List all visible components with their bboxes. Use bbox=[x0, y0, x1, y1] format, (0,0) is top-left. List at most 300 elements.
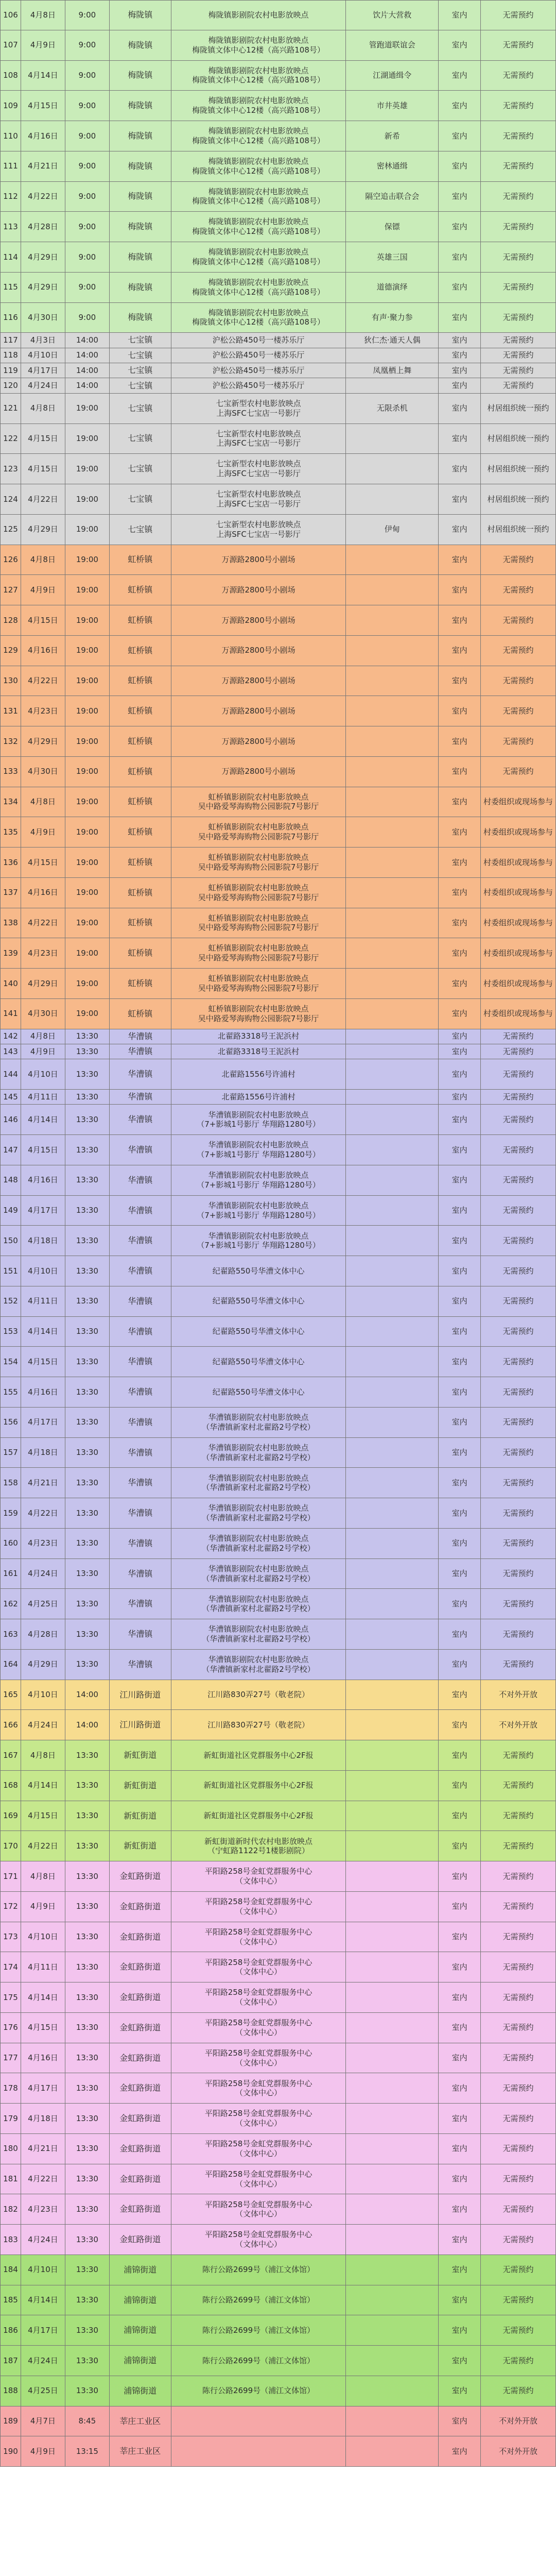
row-booking: 无需预约 bbox=[481, 636, 556, 666]
row-booking: 无需预约 bbox=[481, 2315, 556, 2345]
row-film-title bbox=[346, 2285, 439, 2315]
row-booking: 无需预约 bbox=[481, 1196, 556, 1226]
row-area: 华漕镇 bbox=[110, 1377, 171, 1407]
row-number: 156 bbox=[1, 1408, 21, 1437]
row-booking: 无需预约 bbox=[481, 1559, 556, 1589]
row-area: 七宝镇 bbox=[110, 333, 171, 347]
row-film-title bbox=[346, 545, 439, 575]
row-venue-type: 室内 bbox=[439, 91, 481, 121]
row-film-title bbox=[346, 1347, 439, 1377]
table-row bbox=[0, 908, 556, 939]
row-number: 188 bbox=[1, 2376, 21, 2406]
row-time: 9:00 bbox=[65, 121, 110, 151]
row-film-title bbox=[346, 2406, 439, 2436]
row-film-title bbox=[346, 1059, 439, 1089]
row-time: 13:30 bbox=[65, 1256, 110, 1286]
row-venue: 平阳路258号金虹党群服务中心 （文体中心） bbox=[171, 2134, 346, 2164]
row-film-title bbox=[346, 2073, 439, 2103]
row-film-title bbox=[346, 484, 439, 514]
table-row bbox=[0, 1059, 556, 1090]
row-area: 江川路街道 bbox=[110, 1680, 171, 1710]
row-booking: 无需预约 bbox=[481, 1044, 556, 1059]
row-venue: 梅陇镇影剧院农村电影放映点 梅陇镇文体中心12楼（高兴路108号） bbox=[171, 273, 346, 302]
row-area: 江川路街道 bbox=[110, 1710, 171, 1740]
row-time: 13:30 bbox=[65, 2073, 110, 2103]
row-area: 虹桥镇 bbox=[110, 575, 171, 605]
row-area: 华漕镇 bbox=[110, 1059, 171, 1089]
row-number: 186 bbox=[1, 2315, 21, 2345]
row-venue-type: 室内 bbox=[439, 2315, 481, 2345]
row-date: 4月29日 bbox=[21, 242, 65, 272]
table-row bbox=[0, 30, 556, 61]
row-booking: 无需预约 bbox=[481, 1105, 556, 1134]
row-area: 华漕镇 bbox=[110, 1226, 171, 1256]
row-booking: 无需预约 bbox=[481, 1347, 556, 1377]
table-row bbox=[0, 1831, 556, 1861]
row-film-title: 新希 bbox=[346, 121, 439, 151]
row-venue: 华漕镇影剧院农村电影放映点 （7+影城1号影厅 华翔路1280号） bbox=[171, 1105, 346, 1134]
row-time: 13:30 bbox=[65, 1650, 110, 1680]
row-area: 华漕镇 bbox=[110, 1256, 171, 1286]
row-number: 160 bbox=[1, 1529, 21, 1558]
table-row bbox=[0, 696, 556, 726]
row-venue-type: 室内 bbox=[439, 2043, 481, 2073]
row-venue-type: 室内 bbox=[439, 1922, 481, 1952]
row-date: 4月18日 bbox=[21, 1226, 65, 1256]
row-area: 华漕镇 bbox=[110, 1408, 171, 1437]
row-venue: 华漕镇影剧院农村电影放映点 （华漕镇新家村北翟路2号学校） bbox=[171, 1619, 346, 1649]
row-booking: 无需预约 bbox=[481, 121, 556, 151]
row-film-title bbox=[346, 348, 439, 363]
row-booking: 无需预约 bbox=[481, 91, 556, 121]
row-number: 146 bbox=[1, 1105, 21, 1134]
row-number: 177 bbox=[1, 2043, 21, 2073]
row-number: 129 bbox=[1, 636, 21, 666]
row-venue: 万源路2800号小剧场 bbox=[171, 545, 346, 575]
row-venue: 华漕镇影剧院农村电影放映点 （7+影城1号影厅 华翔路1280号） bbox=[171, 1226, 346, 1256]
row-film-title bbox=[346, 1529, 439, 1558]
row-venue-type: 室内 bbox=[439, 1408, 481, 1437]
row-time: 14:00 bbox=[65, 348, 110, 363]
row-venue: 华漕镇影剧院农村电影放映点 （华漕镇新家村北翟路2号学校） bbox=[171, 1589, 346, 1619]
row-date: 4月8日 bbox=[21, 545, 65, 575]
row-date: 4月23日 bbox=[21, 2194, 65, 2224]
row-number: 150 bbox=[1, 1226, 21, 1256]
row-date: 4月30日 bbox=[21, 303, 65, 333]
row-booking: 无需预约 bbox=[481, 1317, 556, 1347]
row-number: 134 bbox=[1, 787, 21, 817]
row-area: 华漕镇 bbox=[110, 1165, 171, 1195]
table-row bbox=[0, 1771, 556, 1801]
row-booking: 无需预约 bbox=[481, 182, 556, 212]
table-row bbox=[0, 1982, 556, 2013]
row-venue-type: 室内 bbox=[439, 1135, 481, 1165]
row-film-title: 凤凰栖上舞 bbox=[346, 363, 439, 378]
row-number: 185 bbox=[1, 2285, 21, 2315]
row-date: 4月23日 bbox=[21, 1529, 65, 1558]
row-venue-type: 室内 bbox=[439, 273, 481, 302]
row-film-title: 密林通缉 bbox=[346, 151, 439, 181]
row-venue: 万源路2800号小剧场 bbox=[171, 636, 346, 666]
table-row bbox=[0, 1619, 556, 1650]
row-date: 4月16日 bbox=[21, 1165, 65, 1195]
table-row bbox=[0, 878, 556, 908]
row-film-title bbox=[346, 1286, 439, 1316]
row-venue bbox=[171, 2436, 346, 2466]
row-date: 4月15日 bbox=[21, 848, 65, 877]
row-time: 13:30 bbox=[65, 1105, 110, 1134]
row-number: 116 bbox=[1, 303, 21, 333]
row-venue: 陈行公路2699号（浦江文体馆） bbox=[171, 2285, 346, 2315]
row-number: 132 bbox=[1, 726, 21, 756]
row-venue: 陈行公路2699号（浦江文体馆） bbox=[171, 2255, 346, 2285]
table-row bbox=[0, 1559, 556, 1589]
row-area: 金虹路街道 bbox=[110, 1861, 171, 1891]
table-row bbox=[0, 1408, 556, 1438]
row-time: 13:30 bbox=[65, 1892, 110, 1922]
row-venue-type: 室内 bbox=[439, 1286, 481, 1316]
row-venue: 平阳路258号金虹党群服务中心 （文体中心） bbox=[171, 2073, 346, 2103]
row-number: 144 bbox=[1, 1059, 21, 1089]
row-film-title bbox=[346, 1498, 439, 1528]
row-booking: 村居组织统一预约 bbox=[481, 484, 556, 514]
row-time: 19:00 bbox=[65, 394, 110, 423]
row-booking: 无需预约 bbox=[481, 1619, 556, 1649]
row-time: 13:30 bbox=[65, 2134, 110, 2164]
row-number: 114 bbox=[1, 242, 21, 272]
row-film-title bbox=[346, 1650, 439, 1680]
row-number: 182 bbox=[1, 2194, 21, 2224]
row-area: 梅陇镇 bbox=[110, 273, 171, 302]
row-venue: 平阳路258号金虹党群服务中心 （文体中心） bbox=[171, 2043, 346, 2073]
table-row bbox=[0, 151, 556, 182]
row-film-title bbox=[346, 2225, 439, 2255]
row-time: 19:00 bbox=[65, 454, 110, 484]
table-row bbox=[0, 969, 556, 999]
row-area: 金虹路街道 bbox=[110, 1952, 171, 1982]
row-area: 华漕镇 bbox=[110, 1468, 171, 1498]
row-area: 浦锦街道 bbox=[110, 2255, 171, 2285]
row-film-title bbox=[346, 2436, 439, 2466]
table-row bbox=[0, 61, 556, 91]
table-row bbox=[0, 1044, 556, 1059]
row-venue: 陈行公路2699号（浦江文体馆） bbox=[171, 2346, 346, 2376]
row-number: 159 bbox=[1, 1498, 21, 1528]
table-row bbox=[0, 757, 556, 787]
row-booking: 无需预约 bbox=[481, 2073, 556, 2103]
row-venue: 虹桥镇影剧院农村电影放映点 吴中路爱琴海购物公园影院7号影厅 bbox=[171, 848, 346, 877]
row-time: 13:30 bbox=[65, 1408, 110, 1437]
row-number: 145 bbox=[1, 1090, 21, 1104]
row-booking: 无需预约 bbox=[481, 242, 556, 272]
row-film-title bbox=[346, 1861, 439, 1891]
table-row bbox=[0, 1438, 556, 1468]
row-date: 4月22日 bbox=[21, 2164, 65, 2194]
row-booking: 无需预约 bbox=[481, 1740, 556, 1770]
row-number: 121 bbox=[1, 394, 21, 423]
row-time: 14:00 bbox=[65, 1710, 110, 1740]
row-number: 143 bbox=[1, 1044, 21, 1059]
row-venue-type: 室内 bbox=[439, 2255, 481, 2285]
row-number: 172 bbox=[1, 1892, 21, 1922]
table-row bbox=[0, 1892, 556, 1922]
row-time: 13:30 bbox=[65, 1135, 110, 1165]
row-date: 4月15日 bbox=[21, 1135, 65, 1165]
row-film-title bbox=[346, 878, 439, 908]
row-area: 金虹路街道 bbox=[110, 1892, 171, 1922]
table-row bbox=[0, 605, 556, 636]
table-row bbox=[0, 303, 556, 333]
table-row bbox=[0, 2104, 556, 2134]
table-row bbox=[0, 2013, 556, 2043]
row-date: 4月15日 bbox=[21, 1347, 65, 1377]
row-number: 163 bbox=[1, 1619, 21, 1649]
row-time: 14:00 bbox=[65, 333, 110, 347]
row-time: 13:30 bbox=[65, 1922, 110, 1952]
row-film-title bbox=[346, 1090, 439, 1104]
row-venue: 纪翟路550号华漕文体中心 bbox=[171, 1347, 346, 1377]
row-time: 19:00 bbox=[65, 848, 110, 877]
row-number: 148 bbox=[1, 1165, 21, 1195]
row-area: 梅陇镇 bbox=[110, 30, 171, 60]
table-row bbox=[0, 636, 556, 666]
row-venue-type: 室内 bbox=[439, 1650, 481, 1680]
row-film-title: 英雄三国 bbox=[346, 242, 439, 272]
row-venue: 万源路2800号小剧场 bbox=[171, 696, 346, 726]
row-time: 13:30 bbox=[65, 1165, 110, 1195]
row-number: 161 bbox=[1, 1559, 21, 1589]
row-time: 13:30 bbox=[65, 1029, 110, 1044]
row-number: 130 bbox=[1, 666, 21, 696]
row-area: 虹桥镇 bbox=[110, 666, 171, 696]
row-venue-type: 室内 bbox=[439, 1317, 481, 1347]
row-film-title bbox=[346, 696, 439, 726]
row-area: 新虹街道 bbox=[110, 1831, 171, 1861]
row-date: 4月24日 bbox=[21, 1559, 65, 1589]
row-number: 140 bbox=[1, 969, 21, 998]
row-venue: 沪松公路450号一楼苏乐厅 bbox=[171, 348, 346, 363]
table-row bbox=[0, 1922, 556, 1953]
row-time: 19:00 bbox=[65, 666, 110, 696]
row-number: 174 bbox=[1, 1952, 21, 1982]
row-date: 4月21日 bbox=[21, 2134, 65, 2164]
row-booking: 无需预约 bbox=[481, 1135, 556, 1165]
row-film-title bbox=[346, 1740, 439, 1770]
table-row bbox=[0, 938, 556, 969]
row-venue: 万源路2800号小剧场 bbox=[171, 726, 346, 756]
row-film-title bbox=[346, 1801, 439, 1831]
row-venue: 虹桥镇影剧院农村电影放映点 吴中路爱琴海购物公园影院7号影厅 bbox=[171, 999, 346, 1029]
row-film-title bbox=[346, 938, 439, 968]
row-booking: 无需预约 bbox=[481, 605, 556, 635]
row-film-title bbox=[346, 636, 439, 666]
row-area: 虹桥镇 bbox=[110, 969, 171, 998]
row-film-title bbox=[346, 1029, 439, 1044]
table-row bbox=[0, 848, 556, 878]
row-booking: 无需预约 bbox=[481, 30, 556, 60]
table-row bbox=[0, 363, 556, 378]
row-area: 浦锦街道 bbox=[110, 2315, 171, 2345]
row-venue-type: 室内 bbox=[439, 1029, 481, 1044]
row-venue-type: 室内 bbox=[439, 348, 481, 363]
row-film-title: 管跑道联谊会 bbox=[346, 30, 439, 60]
row-area: 金虹路街道 bbox=[110, 2104, 171, 2133]
row-booking: 无需预约 bbox=[481, 2225, 556, 2255]
row-venue: 梅陇镇影剧院农村电影放映点 梅陇镇文体中心12楼（高兴路108号） bbox=[171, 182, 346, 212]
row-venue-type: 室内 bbox=[439, 848, 481, 877]
row-film-title bbox=[346, 726, 439, 756]
row-area: 七宝镇 bbox=[110, 424, 171, 454]
row-date: 4月16日 bbox=[21, 1377, 65, 1407]
row-time: 19:00 bbox=[65, 999, 110, 1029]
row-venue: 虹桥镇影剧院农村电影放映点 吴中路爱琴海购物公园影院7号影厅 bbox=[171, 787, 346, 817]
row-venue bbox=[171, 2406, 346, 2436]
row-film-title: 无限杀机 bbox=[346, 394, 439, 423]
row-booking: 无需预约 bbox=[481, 303, 556, 333]
row-time: 9:00 bbox=[65, 182, 110, 212]
row-date: 4月17日 bbox=[21, 2073, 65, 2103]
row-time: 19:00 bbox=[65, 817, 110, 847]
row-venue-type: 室内 bbox=[439, 394, 481, 423]
row-date: 4月8日 bbox=[21, 1029, 65, 1044]
row-time: 9:00 bbox=[65, 91, 110, 121]
row-area: 华漕镇 bbox=[110, 1135, 171, 1165]
row-booking: 无需预约 bbox=[481, 1226, 556, 1256]
row-venue: 梅陇镇影剧院农村电影放映点 梅陇镇文体中心12楼（高兴路108号） bbox=[171, 212, 346, 242]
row-number: 133 bbox=[1, 757, 21, 787]
row-time: 19:00 bbox=[65, 696, 110, 726]
row-film-title bbox=[346, 908, 439, 938]
row-booking: 无需预约 bbox=[481, 1892, 556, 1922]
row-booking: 不对外开放 bbox=[481, 1680, 556, 1710]
row-date: 4月16日 bbox=[21, 636, 65, 666]
row-venue: 平阳路258号金虹党群服务中心 （文体中心） bbox=[171, 2194, 346, 2224]
row-booking: 无需预约 bbox=[481, 545, 556, 575]
table-row bbox=[0, 2073, 556, 2104]
row-time: 19:00 bbox=[65, 938, 110, 968]
row-venue-type: 室内 bbox=[439, 454, 481, 484]
row-venue: 万源路2800号小剧场 bbox=[171, 575, 346, 605]
row-time: 19:00 bbox=[65, 878, 110, 908]
row-number: 153 bbox=[1, 1317, 21, 1347]
table-row bbox=[0, 91, 556, 121]
row-film-title bbox=[346, 999, 439, 1029]
row-film-title: 道德演绎 bbox=[346, 273, 439, 302]
table-row bbox=[0, 2315, 556, 2346]
row-venue: 纪翟路550号华漕文体中心 bbox=[171, 1377, 346, 1407]
row-venue-type: 室内 bbox=[439, 1771, 481, 1801]
row-date: 4月15日 bbox=[21, 605, 65, 635]
row-time: 19:00 bbox=[65, 908, 110, 938]
row-venue-type: 室内 bbox=[439, 1801, 481, 1831]
row-booking: 村委组织或现场参与 bbox=[481, 969, 556, 998]
row-area: 浦锦街道 bbox=[110, 2376, 171, 2406]
row-venue: 新虹街道社区党群服务中心2F报 bbox=[171, 1801, 346, 1831]
row-date: 4月14日 bbox=[21, 1317, 65, 1347]
row-number: 187 bbox=[1, 2346, 21, 2376]
row-film-title bbox=[346, 1256, 439, 1286]
row-number: 189 bbox=[1, 2406, 21, 2436]
row-number: 123 bbox=[1, 454, 21, 484]
row-number: 178 bbox=[1, 2073, 21, 2103]
row-venue: 虹桥镇影剧院农村电影放映点 吴中路爱琴海购物公园影院7号影厅 bbox=[171, 969, 346, 998]
row-number: 117 bbox=[1, 333, 21, 347]
row-venue: 纪翟路550号华漕文体中心 bbox=[171, 1256, 346, 1286]
row-film-title bbox=[346, 378, 439, 393]
row-area: 新虹街道 bbox=[110, 1740, 171, 1770]
row-venue-type: 室内 bbox=[439, 2285, 481, 2315]
row-booking: 无需预约 bbox=[481, 348, 556, 363]
row-time: 13:30 bbox=[65, 2225, 110, 2255]
row-date: 4月14日 bbox=[21, 1982, 65, 2012]
row-area: 新虹街道 bbox=[110, 1801, 171, 1831]
row-venue: 江川路830弄27号（敬老院） bbox=[171, 1710, 346, 1740]
row-time: 13:30 bbox=[65, 1196, 110, 1226]
table-row bbox=[0, 817, 556, 848]
row-film-title bbox=[346, 1619, 439, 1649]
row-time: 9:00 bbox=[65, 30, 110, 60]
row-date: 4月8日 bbox=[21, 1740, 65, 1770]
row-date: 4月17日 bbox=[21, 1408, 65, 1437]
row-film-title bbox=[346, 1680, 439, 1710]
row-area: 梅陇镇 bbox=[110, 182, 171, 212]
row-time: 13:30 bbox=[65, 1226, 110, 1256]
row-venue: 新虹街道新时代农村电影放映点 （宁虹路1122号1楼影剧院） bbox=[171, 1831, 346, 1861]
row-area: 华漕镇 bbox=[110, 1589, 171, 1619]
table-row bbox=[0, 575, 556, 605]
row-number: 169 bbox=[1, 1801, 21, 1831]
row-time: 13:30 bbox=[65, 2285, 110, 2315]
table-row bbox=[0, 484, 556, 515]
row-area: 七宝镇 bbox=[110, 515, 171, 545]
row-film-title bbox=[346, 817, 439, 847]
row-time: 19:00 bbox=[65, 636, 110, 666]
row-time: 13:30 bbox=[65, 1044, 110, 1059]
row-date: 4月14日 bbox=[21, 2285, 65, 2315]
row-number: 152 bbox=[1, 1286, 21, 1316]
row-venue-type: 室内 bbox=[439, 1952, 481, 1982]
row-date: 4月9日 bbox=[21, 1892, 65, 1922]
row-number: 183 bbox=[1, 2225, 21, 2255]
row-area: 七宝镇 bbox=[110, 348, 171, 363]
row-venue-type: 室内 bbox=[439, 1861, 481, 1891]
row-booking: 村居组织统一预约 bbox=[481, 515, 556, 545]
row-venue-type: 室内 bbox=[439, 545, 481, 575]
row-time: 13:30 bbox=[65, 1589, 110, 1619]
row-time: 13:30 bbox=[65, 1059, 110, 1089]
row-time: 19:00 bbox=[65, 424, 110, 454]
table-row bbox=[0, 787, 556, 818]
row-film-title bbox=[346, 2315, 439, 2345]
table-row bbox=[0, 182, 556, 212]
row-number: 175 bbox=[1, 1982, 21, 2012]
row-film-title: 伊甸 bbox=[346, 515, 439, 545]
row-booking: 不对外开放 bbox=[481, 2436, 556, 2466]
row-area: 虹桥镇 bbox=[110, 787, 171, 817]
row-number: 149 bbox=[1, 1196, 21, 1226]
table-row bbox=[0, 545, 556, 575]
row-film-title: 江湖通缉令 bbox=[346, 61, 439, 91]
row-venue: 梅陇镇影剧院农村电影放映点 梅陇镇文体中心12楼（高兴路108号） bbox=[171, 303, 346, 333]
table-row bbox=[0, 333, 556, 348]
row-venue-type: 室内 bbox=[439, 696, 481, 726]
row-number: 110 bbox=[1, 121, 21, 151]
row-film-title: 有声·聚力参 bbox=[346, 303, 439, 333]
row-date: 4月9日 bbox=[21, 30, 65, 60]
table-row bbox=[0, 2406, 556, 2437]
row-venue-type: 室内 bbox=[439, 515, 481, 545]
row-venue: 沪松公路450号一楼苏乐厅 bbox=[171, 363, 346, 378]
